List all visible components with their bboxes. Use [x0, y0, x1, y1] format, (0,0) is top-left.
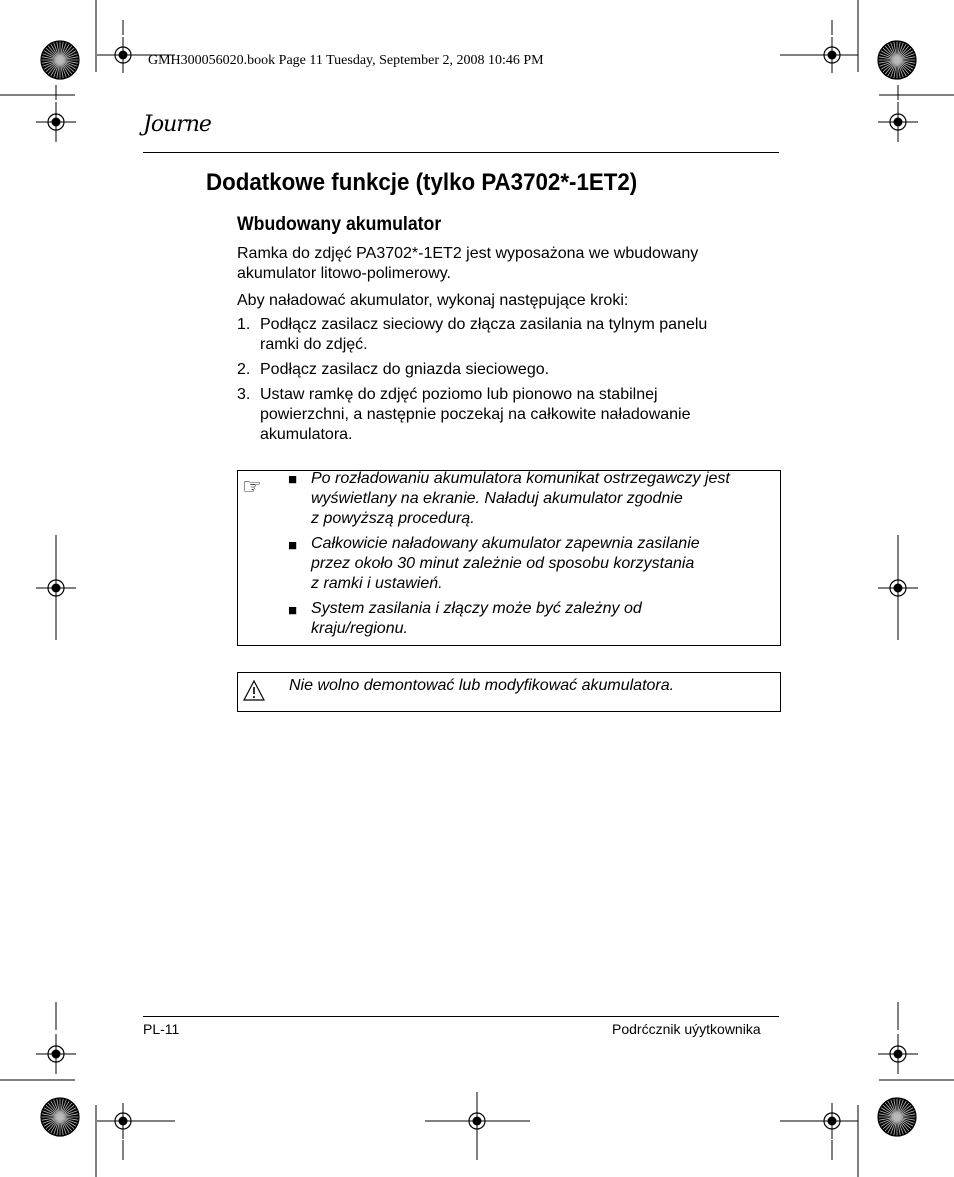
note-item-2: [311, 534, 779, 594]
step-line: Podłącz zasilacz sieciowy do złącza zasilania na tylnym panelu: [260, 316, 708, 333]
step-number: 1.: [237, 316, 251, 333]
note-line: kraju/regionu.: [311, 620, 408, 637]
step-3: [237, 385, 782, 445]
warning-box: [237, 672, 781, 712]
bullet-icon: ■: [288, 537, 298, 554]
page-number: PL-11: [143, 1021, 180, 1037]
step-2: [237, 360, 782, 380]
intro-line: Ramka do zdjęć PA3702*-1ET2 jest wyposażona we wbudowany: [237, 245, 699, 262]
manual-title: Podrćcznik uýytkownika: [612, 1021, 761, 1037]
steps-intro: Aby naładować akumulator, wykonaj następujące kroki:: [237, 292, 629, 309]
step-line: Podłącz zasilacz do gniazda sieciowego.: [260, 361, 550, 378]
note-line: Całkowicie naładowany akumulator zapewnia zasilanie: [311, 535, 700, 552]
note-box: [237, 470, 781, 646]
step-number: 2.: [237, 361, 251, 378]
registration-dot: [52, 118, 61, 127]
warning-triangle-icon: [243, 680, 265, 707]
header-rule: [143, 152, 779, 153]
page-title: Dodatkowe funkcje (tylko PA3702*-1ET2): [206, 169, 638, 196]
footer-rule: [143, 1016, 779, 1017]
bullet-icon: ■: [288, 471, 298, 488]
journe-logo: Journe: [143, 112, 211, 137]
step-line: ramki do zdjęć.: [260, 336, 368, 353]
registration-dot: [52, 1050, 61, 1059]
warning-text: Nie wolno demontować lub modyfikować akumulatora.: [289, 677, 675, 694]
registration-dot: [894, 1050, 903, 1059]
note-item-1: [311, 469, 779, 529]
section-heading: Wbudowany akumulator: [237, 214, 442, 235]
step-1: [237, 315, 782, 355]
intro-line: akumulator litowo-polimerowy.: [237, 265, 451, 282]
intro-paragraph: [237, 244, 782, 284]
note-line: z powyższą procedurą.: [311, 510, 475, 527]
bullet-icon: ■: [288, 602, 298, 619]
note-line: wyświetlany na ekranie. Naładuj akumulator zgodnie: [311, 490, 683, 507]
step-line: Ustaw ramkę do zdjęć poziomo lub pionowo na stabilnej: [260, 386, 658, 403]
step-line: powierzchni, a następnie poczekaj na całkowite naładowanie: [260, 406, 691, 423]
note-line: System zasilania i złączy może być zależny od: [311, 600, 642, 617]
note-item-3: [311, 599, 779, 639]
note-line: z ramki i ustawień.: [311, 575, 443, 592]
note-line: przez około 30 minut zależnie od sposobu korzystania: [311, 555, 695, 572]
registration-dot: [894, 118, 903, 127]
pointing-hand-icon: ☞: [242, 474, 262, 499]
book-header: GMH300056020.book Page 11 Tuesday, September 2, 2008 10:46 PM: [148, 53, 544, 68]
step-number: 3.: [237, 386, 251, 403]
note-line: Po rozładowaniu akumulatora komunikat ostrzegawczy jest: [311, 470, 730, 487]
step-line: akumulatora.: [260, 426, 353, 443]
